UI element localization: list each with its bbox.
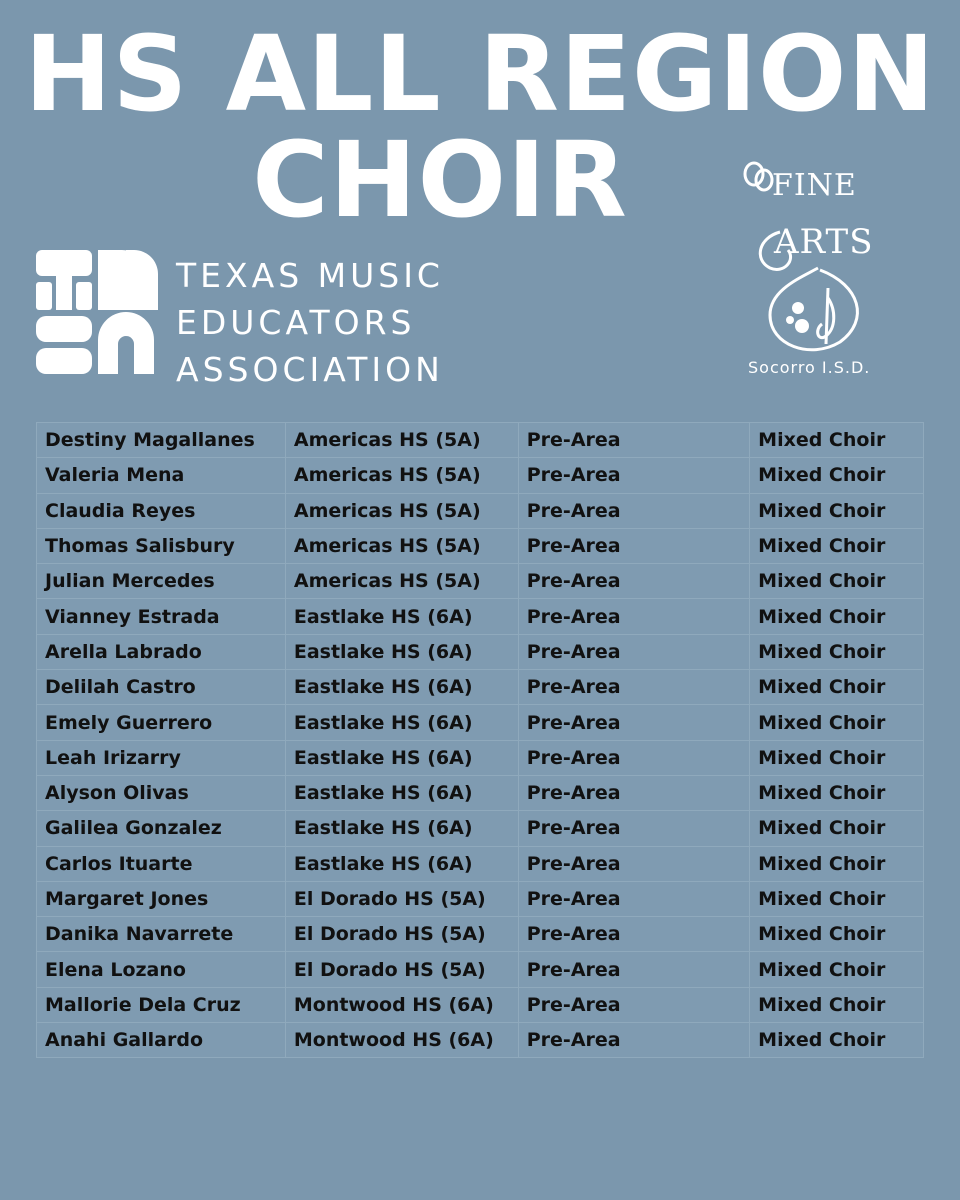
cell-school: Eastlake HS (6A) xyxy=(285,775,518,810)
cell-choir: Mixed Choir xyxy=(750,917,924,952)
cell-student-name: Margaret Jones xyxy=(37,881,286,916)
cell-student-name: Emely Guerrero xyxy=(37,705,286,740)
cell-level: Pre-Area xyxy=(518,423,749,458)
cell-choir: Mixed Choir xyxy=(750,493,924,528)
table-row xyxy=(37,740,924,775)
tmea-logo xyxy=(36,250,476,389)
cell-level: Pre-Area xyxy=(518,846,749,881)
cell-student-name: Vianney Estrada xyxy=(37,599,286,634)
cell-student-name: Danika Navarrete xyxy=(37,917,286,952)
table-row xyxy=(37,1023,924,1058)
cell-level: Pre-Area xyxy=(518,634,749,669)
tmea-line-3: ASSOCIATION xyxy=(176,350,444,389)
cell-choir: Mixed Choir xyxy=(750,1023,924,1058)
cell-school: Eastlake HS (6A) xyxy=(285,740,518,775)
cell-school: Eastlake HS (6A) xyxy=(285,846,518,881)
cell-level: Pre-Area xyxy=(518,670,749,705)
cell-student-name: Galilea Gonzalez xyxy=(37,811,286,846)
cell-school: Americas HS (5A) xyxy=(285,564,518,599)
cell-school: Eastlake HS (6A) xyxy=(285,670,518,705)
tmea-line-1: TEXAS MUSIC xyxy=(176,256,444,295)
cell-school: Eastlake HS (6A) xyxy=(285,705,518,740)
table-row xyxy=(37,599,924,634)
cell-choir: Mixed Choir xyxy=(750,528,924,563)
cell-choir: Mixed Choir xyxy=(750,987,924,1022)
cell-school: Americas HS (5A) xyxy=(285,458,518,493)
cell-choir: Mixed Choir xyxy=(750,599,924,634)
cell-level: Pre-Area xyxy=(518,811,749,846)
cell-level: Pre-Area xyxy=(518,493,749,528)
cell-school: Americas HS (5A) xyxy=(285,528,518,563)
fine-arts-word-arts: ARTS xyxy=(774,222,874,262)
cell-student-name: Thomas Salisbury xyxy=(37,528,286,563)
cell-school: Montwood HS (6A) xyxy=(285,987,518,1022)
cell-level: Pre-Area xyxy=(518,952,749,987)
cell-school: El Dorado HS (5A) xyxy=(285,917,518,952)
table-row xyxy=(37,811,924,846)
cell-level: Pre-Area xyxy=(518,458,749,493)
cell-level: Pre-Area xyxy=(518,564,749,599)
cell-student-name: Anahi Gallardo xyxy=(37,1023,286,1058)
cell-student-name: Claudia Reyes xyxy=(37,493,286,528)
cell-choir: Mixed Choir xyxy=(750,423,924,458)
table-row xyxy=(37,493,924,528)
table-row xyxy=(37,423,924,458)
tmea-wordmark xyxy=(176,252,444,393)
table-row xyxy=(37,917,924,952)
cell-student-name: Mallorie Dela Cruz xyxy=(37,987,286,1022)
cell-level: Pre-Area xyxy=(518,987,749,1022)
cell-level: Pre-Area xyxy=(518,881,749,916)
cell-school: Eastlake HS (6A) xyxy=(285,599,518,634)
table-row xyxy=(37,458,924,493)
cell-student-name: Leah Irizarry xyxy=(37,740,286,775)
cell-student-name: Alyson Olivas xyxy=(37,775,286,810)
table-row xyxy=(37,775,924,810)
table-row xyxy=(37,846,924,881)
cell-level: Pre-Area xyxy=(518,740,749,775)
cell-choir: Mixed Choir xyxy=(750,458,924,493)
cell-school: Eastlake HS (6A) xyxy=(285,811,518,846)
cell-choir: Mixed Choir xyxy=(750,811,924,846)
cell-level: Pre-Area xyxy=(518,528,749,563)
cell-school: El Dorado HS (5A) xyxy=(285,881,518,916)
cell-student-name: Arella Labrado xyxy=(37,634,286,669)
cell-choir: Mixed Choir xyxy=(750,881,924,916)
tmea-mark-icon xyxy=(36,250,158,374)
cell-level: Pre-Area xyxy=(518,775,749,810)
cell-choir: Mixed Choir xyxy=(750,952,924,987)
cell-student-name: Elena Lozano xyxy=(37,952,286,987)
cell-choir: Mixed Choir xyxy=(750,564,924,599)
fine-arts-logo xyxy=(740,160,900,390)
page-title-line-1: HS ALL REGION xyxy=(24,13,936,135)
cell-student-name: Valeria Mena xyxy=(37,458,286,493)
cell-choir: Mixed Choir xyxy=(750,634,924,669)
table-row xyxy=(37,634,924,669)
cell-student-name: Delilah Castro xyxy=(37,670,286,705)
cell-choir: Mixed Choir xyxy=(750,670,924,705)
fine-arts-district: Socorro I.S.D. xyxy=(748,358,871,377)
tmea-line-2: EDUCATORS xyxy=(176,303,416,342)
cell-school: Montwood HS (6A) xyxy=(285,1023,518,1058)
table-row xyxy=(37,881,924,916)
cell-level: Pre-Area xyxy=(518,1023,749,1058)
cell-school: Americas HS (5A) xyxy=(285,493,518,528)
cell-level: Pre-Area xyxy=(518,599,749,634)
cell-student-name: Destiny Magallanes xyxy=(37,423,286,458)
fine-arts-word-fine: FINE xyxy=(772,168,857,203)
cell-level: Pre-Area xyxy=(518,705,749,740)
table-row xyxy=(37,987,924,1022)
cell-school: El Dorado HS (5A) xyxy=(285,952,518,987)
cell-choir: Mixed Choir xyxy=(750,740,924,775)
page-title-line-2: CHOIR xyxy=(252,119,628,241)
cell-choir: Mixed Choir xyxy=(750,846,924,881)
table-row xyxy=(37,528,924,563)
table-row xyxy=(37,705,924,740)
cell-school: Americas HS (5A) xyxy=(285,423,518,458)
table-row xyxy=(37,670,924,705)
cell-student-name: Julian Mercedes xyxy=(37,564,286,599)
roster-body xyxy=(37,423,924,1058)
cell-level: Pre-Area xyxy=(518,917,749,952)
cell-school: Eastlake HS (6A) xyxy=(285,634,518,669)
roster-table xyxy=(36,422,924,1058)
cell-choir: Mixed Choir xyxy=(750,705,924,740)
table-row xyxy=(37,564,924,599)
table-row xyxy=(37,952,924,987)
cell-choir: Mixed Choir xyxy=(750,775,924,810)
cell-student-name: Carlos Ituarte xyxy=(37,846,286,881)
